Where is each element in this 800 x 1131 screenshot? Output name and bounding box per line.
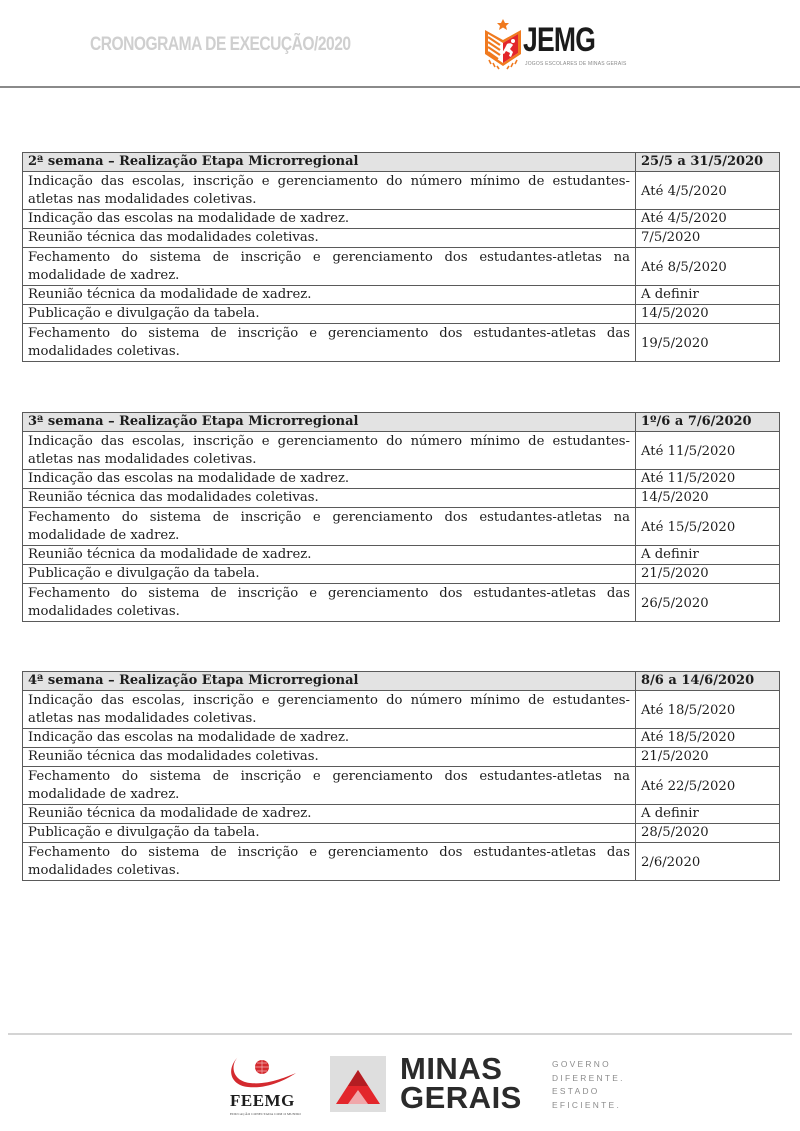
feemg-logo (225, 1055, 300, 1120)
schedule-table-week-3 (22, 412, 780, 622)
activity-cell: Indicação das escolas na modalidade de xadrez. (23, 210, 636, 229)
document-title: CRONOGRAMA DE EXECUÇÃO/2020 (90, 34, 351, 55)
date-cell: Até 15/5/2020 (636, 508, 780, 546)
table-row (23, 432, 780, 470)
activity-cell: Fechamento do sistema de inscrição e gerenciamento dos estudantes-atletas das modalidades coletivas. (23, 324, 636, 362)
date-cell: Até 11/5/2020 (636, 470, 780, 489)
table-row (23, 470, 780, 489)
date-cell: 21/5/2020 (636, 565, 780, 584)
date-cell: A definir (636, 805, 780, 824)
activity-cell: Reunião técnica da modalidade de xadrez. (23, 546, 636, 565)
table-row (23, 748, 780, 767)
table-row (23, 508, 780, 546)
table-row (23, 286, 780, 305)
page-header (0, 0, 800, 88)
jemg-subtitle: JOGOS ESCOLARES DE MINAS GERAIS (525, 61, 627, 67)
activity-cell: Publicação e divulgação da tabela. (23, 824, 636, 843)
date-cell: A definir (636, 546, 780, 565)
feemg-swoosh-icon (228, 1055, 298, 1089)
activity-cell: Reunião técnica da modalidade de xadrez. (23, 286, 636, 305)
table-period: 8/6 a 14/6/2020 (636, 672, 780, 691)
minas-gerais-mountain-icon (330, 1056, 386, 1112)
feemg-wordmark: FEEMG (230, 1091, 295, 1110)
activity-cell: Fechamento do sistema de inscrição e gerenciamento dos estudantes-atletas na modalidade de xadrez. (23, 248, 636, 286)
table-row (23, 729, 780, 748)
activity-cell: Reunião técnica das modalidades coletivas. (23, 489, 636, 508)
date-cell: 21/5/2020 (636, 748, 780, 767)
table-row (23, 805, 780, 824)
date-cell: 7/5/2020 (636, 229, 780, 248)
activity-cell: Publicação e divulgação da tabela. (23, 305, 636, 324)
activity-cell: Fechamento do sistema de inscrição e gerenciamento dos estudantes-atletas na modalidade de xadrez. (23, 508, 636, 546)
table-row (23, 843, 780, 881)
jemg-shield-icon (483, 18, 523, 74)
table-row (23, 584, 780, 622)
table-row (23, 546, 780, 565)
table-heading: 2ª semana – Realização Etapa Microrregional (23, 153, 636, 172)
table-row (23, 172, 780, 210)
table-heading: 3ª semana – Realização Etapa Microrregional (23, 413, 636, 432)
schedule-table-week-4 (22, 671, 780, 881)
date-cell: 26/5/2020 (636, 584, 780, 622)
date-cell: 19/5/2020 (636, 324, 780, 362)
activity-cell: Indicação das escolas, inscrição e gerenciamento do número mínimo de estudantes-atletas nas modalidades coletivas. (23, 691, 636, 729)
date-cell: A definir (636, 286, 780, 305)
table-row (23, 248, 780, 286)
activity-cell: Publicação e divulgação da tabela. (23, 565, 636, 584)
date-cell: Até 18/5/2020 (636, 729, 780, 748)
activity-cell: Indicação das escolas na modalidade de xadrez. (23, 470, 636, 489)
date-cell: 28/5/2020 (636, 824, 780, 843)
table-heading: 4ª semana – Realização Etapa Microrregional (23, 672, 636, 691)
date-cell: Até 18/5/2020 (636, 691, 780, 729)
schedule-table-week-2 (22, 152, 780, 362)
footer-divider (8, 1033, 792, 1035)
table-row (23, 691, 780, 729)
activity-cell: Reunião técnica das modalidades coletivas. (23, 748, 636, 767)
jemg-logo (483, 18, 627, 74)
jemg-wordmark: JEMG (523, 21, 596, 59)
minas-gerais-wordmark: MINAS GERAIS (400, 1051, 522, 1115)
feemg-subtitle: EDUCAÇÃO CONECTADA COM O MUNDO (230, 1112, 301, 1116)
table-period: 25/5 a 31/5/2020 (636, 153, 780, 172)
table-row (23, 767, 780, 805)
table-row (23, 305, 780, 324)
date-cell: 14/5/2020 (636, 305, 780, 324)
table-header-row (23, 153, 780, 172)
activity-cell: Reunião técnica das modalidades coletivas. (23, 229, 636, 248)
date-cell: 14/5/2020 (636, 489, 780, 508)
table-row (23, 489, 780, 508)
activity-cell: Fechamento do sistema de inscrição e gerenciamento dos estudantes-atletas das modalidades coletivas. (23, 584, 636, 622)
table-row (23, 565, 780, 584)
date-cell: Até 8/5/2020 (636, 248, 780, 286)
table-row (23, 229, 780, 248)
activity-cell: Indicação das escolas na modalidade de xadrez. (23, 729, 636, 748)
table-row (23, 324, 780, 362)
activity-cell: Indicação das escolas, inscrição e gerenciamento do número mínimo de estudantes-atletas nas modalidades coletivas. (23, 172, 636, 210)
activity-cell: Fechamento do sistema de inscrição e gerenciamento dos estudantes-atletas na modalidade de xadrez. (23, 767, 636, 805)
table-period: 1º/6 a 7/6/2020 (636, 413, 780, 432)
table-row (23, 824, 780, 843)
activity-cell: Indicação das escolas, inscrição e gerenciamento do número mínimo de estudantes-atletas nas modalidades coletivas. (23, 432, 636, 470)
table-header-row (23, 672, 780, 691)
table-row (23, 210, 780, 229)
date-cell: Até 4/5/2020 (636, 210, 780, 229)
minas-gerais-tagline: GOVERNO DIFERENTE. ESTADO EFICIENTE. (552, 1059, 625, 1110)
activity-cell: Fechamento do sistema de inscrição e gerenciamento dos estudantes-atletas das modalidades coletivas. (23, 843, 636, 881)
header-divider (0, 86, 800, 88)
activity-cell: Reunião técnica da modalidade de xadrez. (23, 805, 636, 824)
date-cell: Até 4/5/2020 (636, 172, 780, 210)
minas-gerais-logo (330, 1051, 630, 1116)
date-cell: Até 22/5/2020 (636, 767, 780, 805)
date-cell: 2/6/2020 (636, 843, 780, 881)
date-cell: Até 11/5/2020 (636, 432, 780, 470)
table-header-row (23, 413, 780, 432)
